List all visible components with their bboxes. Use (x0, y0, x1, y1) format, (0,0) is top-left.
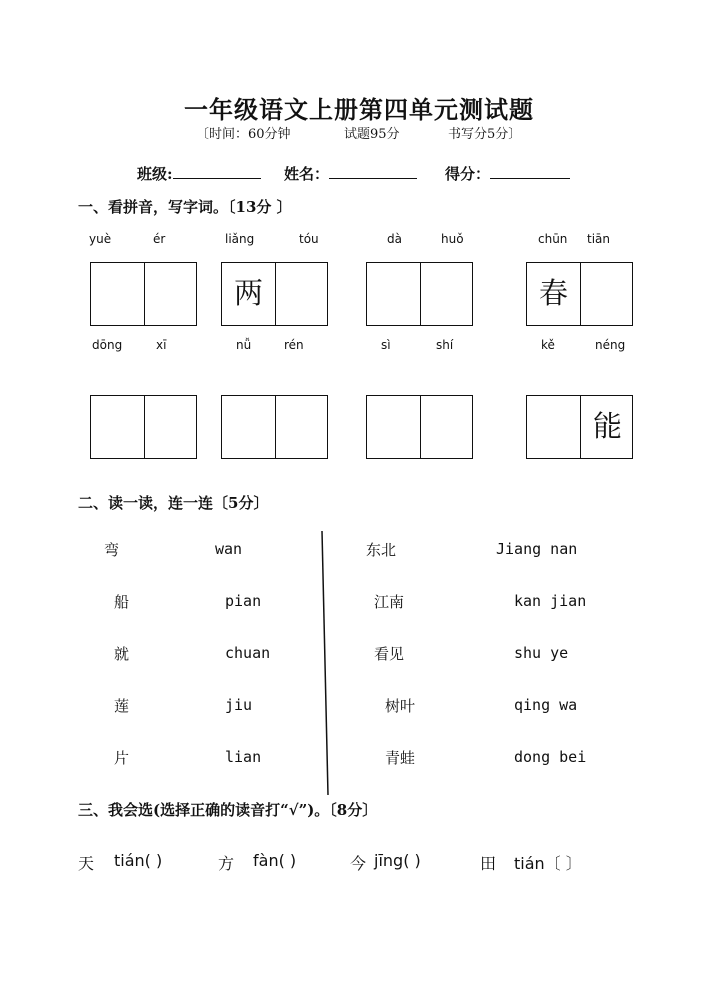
match-word[interactable]: 树叶 (385, 697, 416, 715)
match-pinyin[interactable]: qing wa (514, 696, 578, 714)
box-cell (421, 263, 474, 325)
class-label: 班级: (137, 165, 173, 183)
time-info: 〔时间：60分钟 (196, 127, 291, 142)
pinyin-label: yuè (89, 232, 112, 246)
name-label: 姓名： (284, 165, 330, 183)
class-blank[interactable] (173, 164, 261, 179)
box-cell (276, 396, 329, 458)
choice-char: 天 (78, 854, 95, 873)
box-cell (145, 396, 198, 458)
choice-pinyin[interactable]: fàn( ) (253, 851, 297, 870)
choice-pinyin[interactable]: tián〔 〕 (514, 854, 582, 873)
match-pinyin[interactable]: kan jian (514, 592, 587, 610)
match-pinyin[interactable]: chuan (225, 644, 271, 662)
pinyin-label: huǒ (441, 232, 464, 246)
class-field (137, 163, 261, 184)
writing-box[interactable] (526, 395, 633, 459)
pinyin-label: tóu (299, 232, 319, 246)
box-cell (367, 263, 420, 325)
name-blank[interactable] (329, 164, 417, 179)
match-char[interactable]: 就 (114, 645, 130, 663)
box-cell (145, 263, 198, 325)
match-word[interactable]: 看见 (374, 645, 405, 663)
match-pinyin[interactable]: wan (215, 540, 243, 558)
writing-box[interactable] (90, 262, 197, 326)
pinyin-label: dà (387, 232, 402, 246)
match-char[interactable]: 船 (114, 593, 130, 611)
section3-heading: 三、我会选(选择正确的读音打“√”)。〔8分〕 (78, 801, 378, 819)
match-word[interactable]: 江南 (374, 593, 405, 611)
section2-divider (318, 528, 334, 798)
name-field (284, 163, 417, 184)
box-cell (222, 396, 275, 458)
writing-box[interactable] (526, 262, 633, 326)
choice-char: 今 (350, 854, 367, 873)
match-pinyin[interactable]: Jiang nan (496, 540, 578, 558)
box-cell (276, 263, 329, 325)
writing-box[interactable] (90, 395, 197, 459)
choice-pinyin[interactable]: tián( ) (114, 851, 163, 870)
section2-heading: 二、读一读，连一连〔5分〕 (78, 494, 269, 512)
box-cell: 能 (592, 409, 622, 443)
choice-char: 田 (480, 854, 497, 873)
match-pinyin[interactable]: dong bei (514, 748, 587, 766)
writing-box[interactable] (366, 395, 473, 459)
pinyin-label: rén (284, 338, 304, 352)
pinyin-label: nǚ (236, 338, 252, 352)
score-field (445, 163, 570, 184)
pinyin-label: kě (541, 338, 555, 352)
box-cell: 春 (538, 276, 568, 310)
box-cell (421, 396, 474, 458)
pinyin-label: liǎng (225, 232, 255, 246)
box-cell (581, 263, 634, 325)
section1-heading: 一、看拼音，写字词。〔13分 〕 (78, 198, 292, 216)
pinyin-label: xī (156, 338, 167, 352)
match-char[interactable]: 片 (114, 749, 130, 767)
match-char[interactable]: 弯 (104, 541, 120, 559)
match-word[interactable]: 东北 (366, 541, 397, 559)
pinyin-label: tiān (587, 232, 610, 246)
box-cell (91, 263, 144, 325)
match-pinyin[interactable]: shu ye (514, 644, 569, 662)
match-char[interactable]: 莲 (114, 697, 130, 715)
box-cell: 两 (233, 276, 263, 310)
match-pinyin[interactable]: jiu (225, 696, 253, 714)
page-title: 一年级语文上册第四单元测试题 (184, 95, 534, 124)
match-pinyin[interactable]: pian (225, 592, 262, 610)
question-score-info: 试题95分 (344, 127, 400, 142)
score-label: 得分： (445, 165, 491, 183)
writing-box[interactable] (221, 262, 328, 326)
pinyin-label: ér (153, 232, 166, 246)
match-pinyin[interactable]: lian (225, 748, 262, 766)
writing-box[interactable] (221, 395, 328, 459)
box-cell (367, 396, 420, 458)
pinyin-label: shí (436, 338, 454, 352)
choice-pinyin[interactable]: jīng( ) (374, 851, 421, 870)
match-word[interactable]: 青蛙 (385, 749, 416, 767)
pinyin-label: chūn (538, 232, 568, 246)
box-cell (527, 396, 580, 458)
pinyin-label: dōng (92, 338, 123, 352)
writing-box[interactable] (366, 262, 473, 326)
writing-score-info: 书写分5分〕 (448, 127, 522, 142)
box-cell (91, 396, 144, 458)
score-blank[interactable] (490, 164, 570, 179)
pinyin-label: sì (381, 338, 391, 352)
pinyin-label: néng (595, 338, 626, 352)
choice-char: 方 (218, 854, 235, 873)
